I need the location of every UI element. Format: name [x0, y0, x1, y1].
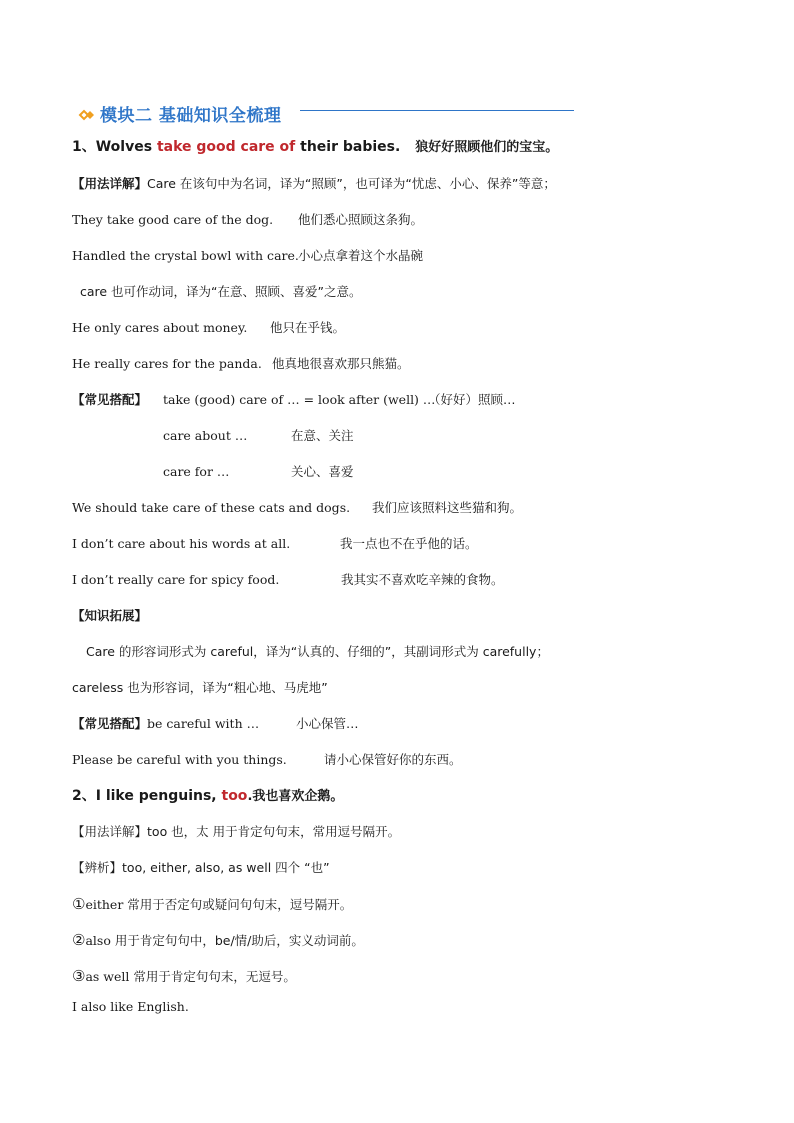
verb-note: care 也可作动词，译为“在意、照顾、喜爱”之意。 [80, 284, 362, 299]
usage2-line [72, 824, 400, 840]
colloc-2-en: care about … [163, 428, 248, 443]
example-3-cn: 他只在乎钱。 [270, 320, 346, 335]
compare-line [72, 860, 330, 876]
item-marker: ② [72, 931, 86, 949]
item-word: as well [85, 969, 130, 984]
point1-heading-rest: their babies. [295, 139, 401, 155]
colloc-1-en: take (good) care of … = look after (well) … [163, 392, 436, 407]
example-6-en: I don’t care about his words at all. [72, 536, 291, 551]
compare-item-3 [72, 968, 296, 985]
last-line: I also like English. [72, 999, 189, 1014]
example-8-cn: 请小心保管好你的东西。 [324, 752, 462, 767]
usage2-text: too 也，太 用于肯定句句末，常用逗号隔开。 [147, 824, 401, 839]
section-rule [300, 110, 574, 111]
example-5-cn: 我们应该照料这些猫和狗。 [372, 500, 523, 515]
usage-label: 【用法详解】 [72, 176, 148, 191]
example-8-en: Please be careful with you things. [72, 752, 287, 767]
point2-heading-rest: .我也喜欢企鹅。 [247, 789, 344, 804]
example-7-cn: 我其实不喜欢吃辛辣的食物。 [341, 572, 504, 587]
colloc2-label: 【常见搭配】 [72, 716, 148, 731]
colloc-label: 【常见搭配】 [72, 392, 148, 407]
item-desc: 用于肯定句句中，be/情/助后，实义动词前。 [110, 933, 364, 948]
example-3-en: He only cares about money. [72, 320, 248, 335]
section-title: 模块二 基础知识全梳理 [100, 106, 282, 126]
item-desc: 常用于肯定句句末，无逗号。 [129, 969, 296, 984]
usage2-label: 【用法详解】 [72, 824, 148, 839]
example-5-en: We should take care of these cats and dogs. [72, 500, 351, 515]
usage-line [72, 176, 556, 192]
ext-label: 【知识拓展】 [72, 608, 148, 623]
example-2-en: Handled the crystal bowl with care. [72, 248, 299, 263]
ext-text-1: Care 的形容词形式为 careful，译为“认真的、仔细的”，其副词形式为 carefully； [86, 644, 549, 659]
compare-item-2 [72, 932, 364, 949]
colloc2-en: be careful with … [147, 716, 260, 731]
colloc-1-cn: （好好）照顾… [428, 392, 516, 407]
example-6-cn: 我一点也不在乎他的话。 [340, 536, 478, 551]
point2-heading-highlight: too [221, 788, 248, 804]
point1-heading [72, 139, 558, 156]
colloc2-cn: 小心保管… [296, 716, 359, 731]
usage-text: Care 在该句中为名词，译为“照顾”，也可译为“忧虑、小心、保养”等意； [147, 176, 556, 191]
section-header [76, 101, 281, 126]
point2-heading-start: 2、I like penguins, [72, 788, 222, 804]
point1-heading-start: 1、Wolves [72, 139, 157, 155]
compare-text: too, either, also, as well 四个 “也” [122, 860, 330, 875]
item-marker: ① [72, 895, 86, 913]
item-word: also [85, 933, 111, 948]
double-diamond-icon [76, 107, 96, 121]
colloc-2-cn: 在意、关注 [291, 428, 354, 443]
item-desc: 常用于否定句或疑问句句末，逗号隔开。 [123, 897, 353, 912]
point1-heading-highlight: take good care of [156, 139, 296, 155]
colloc2-line [72, 716, 259, 732]
example-4-cn: 他真地很喜欢那只熊猫。 [272, 356, 410, 371]
colloc-3-en: care for … [163, 464, 230, 479]
point2-heading [72, 788, 343, 805]
colloc-3-cn: 关心、喜爱 [291, 464, 354, 479]
compare-label: 【辨析】 [72, 860, 123, 875]
ext-text-2: careless 也为形容词，译为“粗心地、马虎地” [72, 680, 328, 695]
example-4-en: He really cares for the panda. [72, 356, 262, 371]
example-2-cn: 小心点拿着这个水晶碗 [298, 248, 424, 263]
item-marker: ③ [72, 967, 86, 985]
example-1-cn: 他们悉心照顾这条狗。 [298, 212, 424, 227]
item-word: either [85, 897, 124, 912]
compare-item-1 [72, 896, 352, 913]
example-7-en: I don’t really care for spicy food. [72, 572, 280, 587]
example-1-en: They take good care of the dog. [72, 212, 274, 227]
point1-heading-cn: 狼好好照顾他们的宝宝。 [415, 140, 559, 155]
